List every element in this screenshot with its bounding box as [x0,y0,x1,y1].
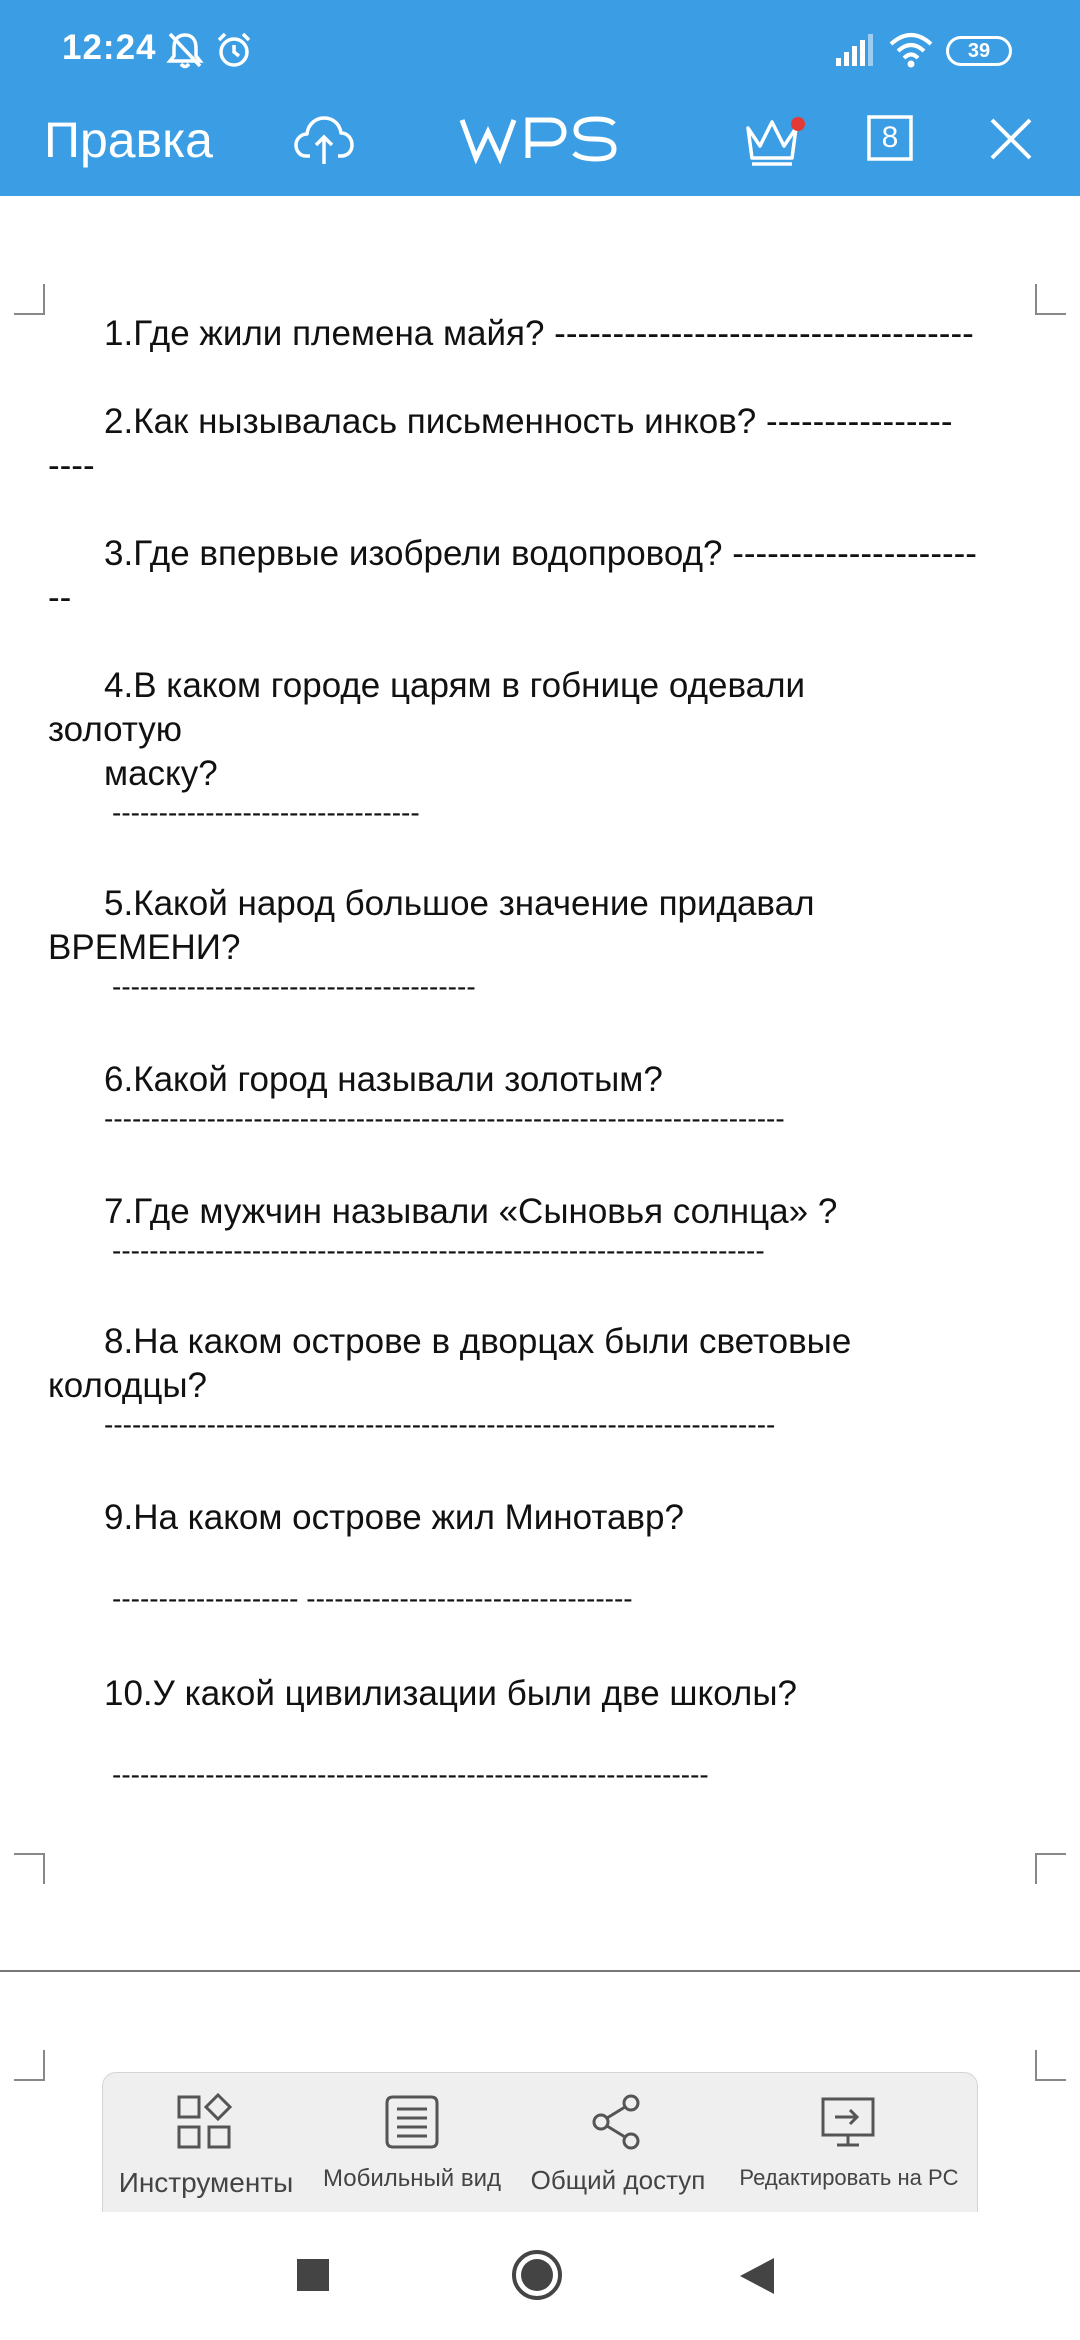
question-1: 1.Где жили племена майя? ------------------------------------ [104,314,974,353]
recents-icon[interactable] [296,2258,330,2292]
crown-icon[interactable] [742,114,808,173]
edit-mode-button[interactable]: Правка [44,112,213,168]
edit-on-pc-button[interactable] [721,2073,977,2223]
question-4-cont: золотую [48,710,183,749]
question-8: 8.На каком острове в дворцах были световые [104,1322,852,1361]
share-button[interactable] [515,2073,721,2223]
close-icon[interactable] [988,116,1034,167]
question-2-cont: ---- [48,446,95,485]
alarm-icon [214,30,254,75]
cloud-upload-icon[interactable] [294,112,354,173]
question-6: 6.Какой город называли золотым? [104,1060,663,1099]
bell-off-icon [166,30,204,75]
home-icon[interactable] [510,2248,564,2302]
tabs-icon[interactable] [866,114,914,162]
back-icon[interactable] [738,2256,776,2296]
mobile-view-label: Мобильный вид [322,2165,501,2192]
bottom-toolbar [102,2072,978,2224]
tab-count: 8 [881,121,899,154]
question-7: 7.Где мужчин называли «Сыновья солнца» ? [104,1192,838,1231]
page-separator [0,1970,1080,1972]
wps-logo [458,110,622,173]
toolbar [0,100,1080,196]
answer-line-10: ---------------------------------------------------------------- [112,1759,709,1790]
answer-line-8: ------------------------------------------------------------------------ [104,1409,776,1440]
corner-mark-bottom-left [14,1852,46,1884]
corner-mark-top-left [14,284,46,316]
corner-mark-bottom-right [1034,1852,1066,1884]
edit-on-pc-label: Редактировать на PC [739,2165,959,2190]
system-nav-bar [0,2212,1080,2340]
corner-mark-next-right [1034,2050,1066,2082]
answer-line-7: ---------------------------------------------------------------------- [112,1235,765,1266]
question-3: 3.Где впервые изобрели водопровод? --------------------- [104,534,977,573]
battery-icon: 39 [946,36,1012,66]
corner-mark-next-left [14,2050,46,2082]
question-4: 4.В каком городе царям в гобнице одевали [104,666,806,705]
question-10: 10.У какой цивилизации были две школы? [104,1674,797,1713]
question-4-cont2: маску? [104,754,218,793]
mobile-view-icon [383,2093,441,2151]
question-8-cont: колодцы? [48,1366,208,1405]
answer-line-5: --------------------------------------- [112,971,476,1002]
signal-icon [834,34,874,71]
share-icon [589,2093,647,2151]
tools-label: Инструменты [118,2167,294,2198]
answer-line-4: --------------------------------- [112,797,420,828]
answer-line-9: -------------------- ----------------------------------- [112,1583,633,1614]
document-page[interactable] [0,196,1080,2206]
question-2: 2.Как нызывалась письменность инков? ---------------- [104,402,953,441]
wifi-icon [888,32,934,73]
mobile-view-button[interactable] [309,2073,515,2223]
edit-on-pc-icon [819,2093,877,2151]
answer-line-6: ------------------------------------------------------------------------- [104,1103,785,1134]
status-bar [0,0,1080,100]
question-3-cont: -- [48,578,72,617]
corner-mark-top-right [1034,284,1066,316]
share-label: Общий доступ [530,2165,706,2195]
question-5: 5.Какой народ большое значение придавал [104,884,815,923]
status-time: 12:24 [62,28,157,67]
question-5-cont: ВРЕМЕНИ? [48,928,241,967]
question-9: 9.На каком острове жил Минотавр? [104,1498,684,1537]
app-header [0,0,1080,196]
tools-icon [175,2093,233,2151]
tools-button[interactable] [103,2073,309,2223]
